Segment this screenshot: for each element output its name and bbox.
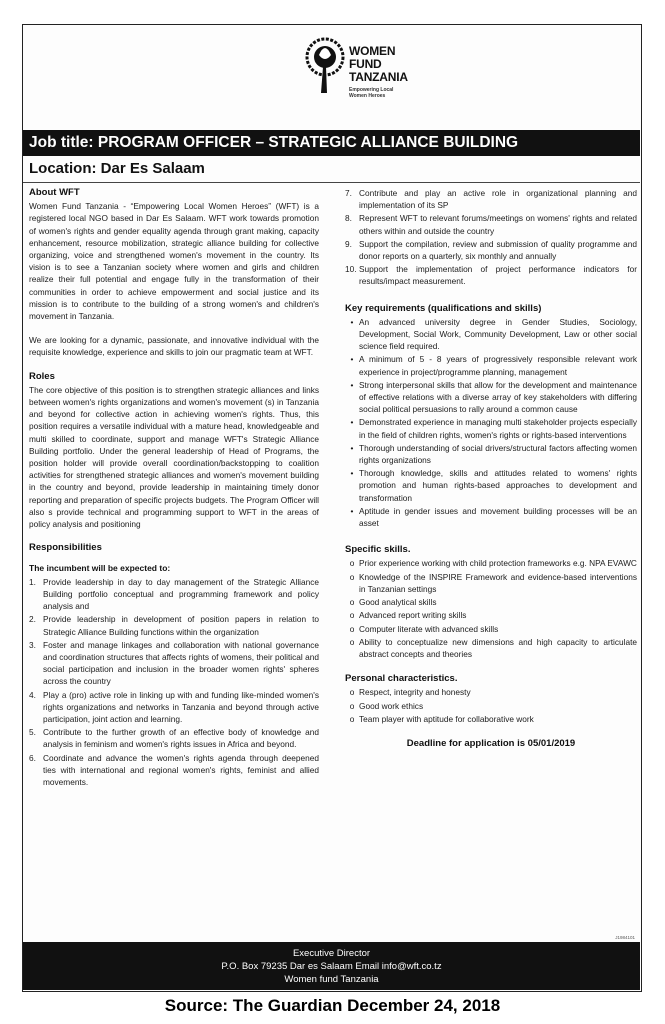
item-text: Represent WFT to relevant forums/meetings on womens' rights and related others within and outside the country: [359, 213, 637, 236]
list-item: [345, 557, 637, 569]
bullet: o: [349, 687, 355, 698]
item-text: Aptitude in gender issues and movement building processes will be an asset: [359, 505, 637, 529]
item-text: Contribute to the further growth of an effective body of knowledge and analysis in feminism and women's rights issues in Africa and beyond.: [43, 727, 319, 750]
logo-tagline-1: Empowering Local: [349, 87, 394, 93]
list-item: [345, 238, 637, 262]
bullet: o: [349, 713, 355, 724]
responsibilities-list-right: [345, 187, 637, 288]
list-item: [345, 609, 637, 621]
spacer: [29, 555, 319, 562]
specific-skills-list: [345, 557, 637, 660]
bullet: o: [349, 558, 355, 569]
bullet: o: [349, 623, 355, 634]
logo-tagline-2: Women Heroes: [349, 93, 386, 99]
responsibilities-intro: The incumbent will be expected to:: [29, 563, 171, 574]
list-item: [345, 379, 637, 416]
item-text: Provide leadership in day to day management of the Strategic Alliance Building portfolio conceptual and programming framework and policy analysis and: [43, 576, 319, 612]
list-item: [345, 505, 637, 529]
item-text: Ability to conceptualize new dimensions and high capacity to articulate abstract concepts and theories: [359, 636, 637, 659]
about-paragraph: Women Fund Tanzania - “Empowering Local Women Heroes” (WFT) is a registered local NGO based in Dar Es Salaam. WFT work towards promotion of women's rights and gender equality agenda through grant making, capacity enhancement, resource mobilization, strategic alliance building for collective organizing, voice and strengthened women's movement in the country. Its vision is to see a Tanzanian society where women and girls and children realize their full potential and engage fully in the transformation of their communities in order to achieve empowerment and social justice and its mission is to contribute to the building of a strong women's and children's movement in Tanzania.: [29, 201, 319, 322]
roles-heading: Roles: [29, 370, 55, 382]
bullet: •: [350, 468, 354, 479]
logo-line-women: WOMEN: [349, 44, 396, 58]
footer-title: Executive Director: [292, 948, 371, 959]
list-item: [345, 187, 637, 211]
logo-line-fund: FUND: [349, 57, 382, 71]
item-number: 9.: [345, 238, 352, 249]
item-text: Respect, integrity and honesty: [359, 687, 471, 698]
personal-heading: Personal characteristics.: [345, 673, 458, 685]
responsibilities-heading: Responsibilities: [29, 542, 102, 554]
item-text: Demonstrated experience in managing multi stakeholder projects especially in the field of children rights, women's rights or rights-based interventions: [359, 417, 637, 440]
item-text: Play a (pro) active role in linking up with and funding like-minded women's rights organizations and networks in Tanzania and beyond through active participation, joint action and learning.: [43, 689, 319, 724]
logo-wordmark: [349, 45, 408, 84]
item-text: Thorough understanding of social drivers/structural factors affecting women rights organizations: [359, 442, 637, 466]
source-caption: Source: The Guardian December 24, 2018: [164, 996, 501, 1015]
item-text: Good work ethics: [359, 700, 424, 711]
divider: [23, 182, 640, 183]
item-number: 4.: [29, 689, 36, 700]
bullet: •: [350, 442, 354, 453]
list-item: [29, 689, 319, 726]
right-column: [345, 187, 637, 751]
personal-list: [345, 686, 637, 725]
bullet: o: [349, 636, 355, 647]
list-item: [29, 639, 319, 688]
logo-tagline: [349, 87, 393, 99]
list-item: [29, 576, 319, 613]
bullet: •: [350, 354, 354, 365]
item-text: Knowledge of the INSPIRE Framework and evidence-based interventions in Tanzanian settings: [359, 571, 637, 594]
deadline: Deadline for application is 05/01/2019: [406, 737, 576, 749]
item-text: An advanced university degree in Gender Studies, Sociology, Development, Social Work, Community Development, Law or other social science field required.: [359, 316, 637, 352]
item-text: Computer literate with advanced skills: [359, 623, 499, 634]
item-text: Support the implementation of project performance indicators for results/impact measurement.: [359, 264, 637, 287]
key-requirements-list: [345, 316, 637, 529]
left-column: [29, 187, 319, 789]
about-heading: About WFT: [29, 187, 80, 198]
list-item: [345, 700, 637, 712]
bullet: •: [350, 417, 354, 428]
item-number: 6.: [29, 752, 36, 763]
item-text: Team player with aptitude for collaborative work: [359, 713, 534, 724]
item-text: Prior experience working with child protection frameworks e.g. NPA EVAWC: [359, 558, 637, 569]
contact-footer: [23, 942, 640, 990]
list-item: [345, 596, 637, 608]
list-item: [29, 726, 319, 750]
list-item: [345, 636, 637, 660]
spacer: [345, 530, 637, 544]
item-text: Thorough knowledge, skills and attitudes related to womens' rights promotion and human rights-based approaches to development and transformation: [359, 468, 637, 503]
bullet: o: [349, 700, 355, 711]
bullet: o: [349, 597, 355, 608]
reference-code: J1984101: [615, 935, 635, 940]
wft-logo: [305, 33, 505, 113]
item-number: 7.: [345, 188, 352, 198]
list-item: [345, 686, 637, 698]
list-item: [29, 613, 319, 637]
bullet: o: [349, 571, 355, 582]
item-number: 10.: [345, 264, 357, 275]
item-text: Provide leadership in development of position papers in relation to Strategic Alliance Building functions within the organization: [43, 614, 319, 637]
advert-frame: [22, 24, 642, 992]
item-text: Support the compilation, review and submission of quality programme and donor reports on a quarterly, six monthly and annually: [359, 238, 637, 262]
item-text: Foster and manage linkages and collaboration with national governance and coordination structures that affects rights of womens, their political and social participation and inclusion in the broader women rights' spheres across the country: [43, 639, 319, 687]
bullet: •: [350, 505, 354, 516]
item-number: 8.: [345, 213, 352, 224]
list-item: [345, 212, 637, 236]
item-text: Coordinate and advance the women's rights agenda through deepened ties with international and regional women's rights, feminist and allied movements.: [43, 752, 319, 787]
list-item: [345, 571, 637, 595]
logo-line-tanzania: TANZANIA: [349, 70, 408, 84]
bullet: •: [350, 316, 354, 327]
item-number: 1.: [29, 576, 36, 587]
location-heading: Location: Dar Es Salaam: [29, 160, 205, 177]
spacer: [345, 661, 637, 673]
list-item: [345, 416, 637, 440]
item-text: Advanced report writing skills: [359, 610, 467, 621]
responsibilities-list-left: [29, 576, 319, 788]
list-item: [345, 316, 637, 353]
looking-for-paragraph: We are looking for a dynamic, passionate, and innovative individual with the requisite knowledge, experience and skills to join our pragmatic team at WFT.: [29, 335, 319, 358]
spacer: [345, 289, 637, 303]
roles-paragraph: The core objective of this position is to strengthen strategic alliances and links between women's rights organizations and women's movement (s) in Tanzania and beyond for collective action in achieving women's rights. Thus, this position requires a versatile individual with a mature head, knowledgeable and multi skilled to coordinate, support and manage WFT's Strategic Alliance Building portfolio. Under the general leadership of Head of Programs, the position holder will provide overall coordination/backstopping to coalition activities for strengthened strategic alliances and women's movement building in the country and beyond, provide leadership in maintaining timely donor reporting and preparation of specific projects budgets. The Program Officer will also s provide technical and programming support to WFT in the areas of policy analysis and positioning: [29, 384, 319, 530]
item-text: A minimum of 5 - 8 years of progressively responsible relevant work experience in project/programme planning, management: [359, 354, 637, 377]
spacer: [345, 726, 637, 738]
item-number: 3.: [29, 639, 36, 650]
item-text: Strong interpersonal skills that allow for the development and maintenance of effective relations with a diverse array of key stakeholders with differing social political persuasions to rally around a common cause: [359, 379, 637, 415]
job-title-bar: Job title: PROGRAM OFFICER – STRATEGIC ALLIANCE BUILDING: [23, 130, 640, 156]
list-item: [345, 353, 637, 377]
key-requirements-heading: Key requirements (qualifications and skills): [345, 302, 542, 314]
bullet: •: [350, 379, 354, 390]
footer-org: Women fund Tanzania: [284, 974, 379, 985]
list-item: [345, 442, 637, 466]
list-item: [345, 467, 637, 504]
item-text: Good analytical skills: [359, 597, 437, 608]
list-item: [29, 752, 319, 789]
specific-skills-heading: Specific skills.: [345, 544, 411, 556]
wft-emblem-icon: [305, 33, 345, 99]
item-text: Contribute and play an active role in organizational planning and implementation of its SP: [359, 188, 637, 211]
item-number: 2.: [29, 614, 36, 625]
item-number: 5.: [29, 727, 36, 738]
list-item: [345, 713, 637, 725]
list-item: [345, 263, 637, 287]
list-item: [345, 623, 637, 635]
bullet: o: [349, 610, 355, 621]
footer-address: P.O. Box 79235 Dar es Salaam Email info@wft.co.tz: [221, 961, 442, 972]
